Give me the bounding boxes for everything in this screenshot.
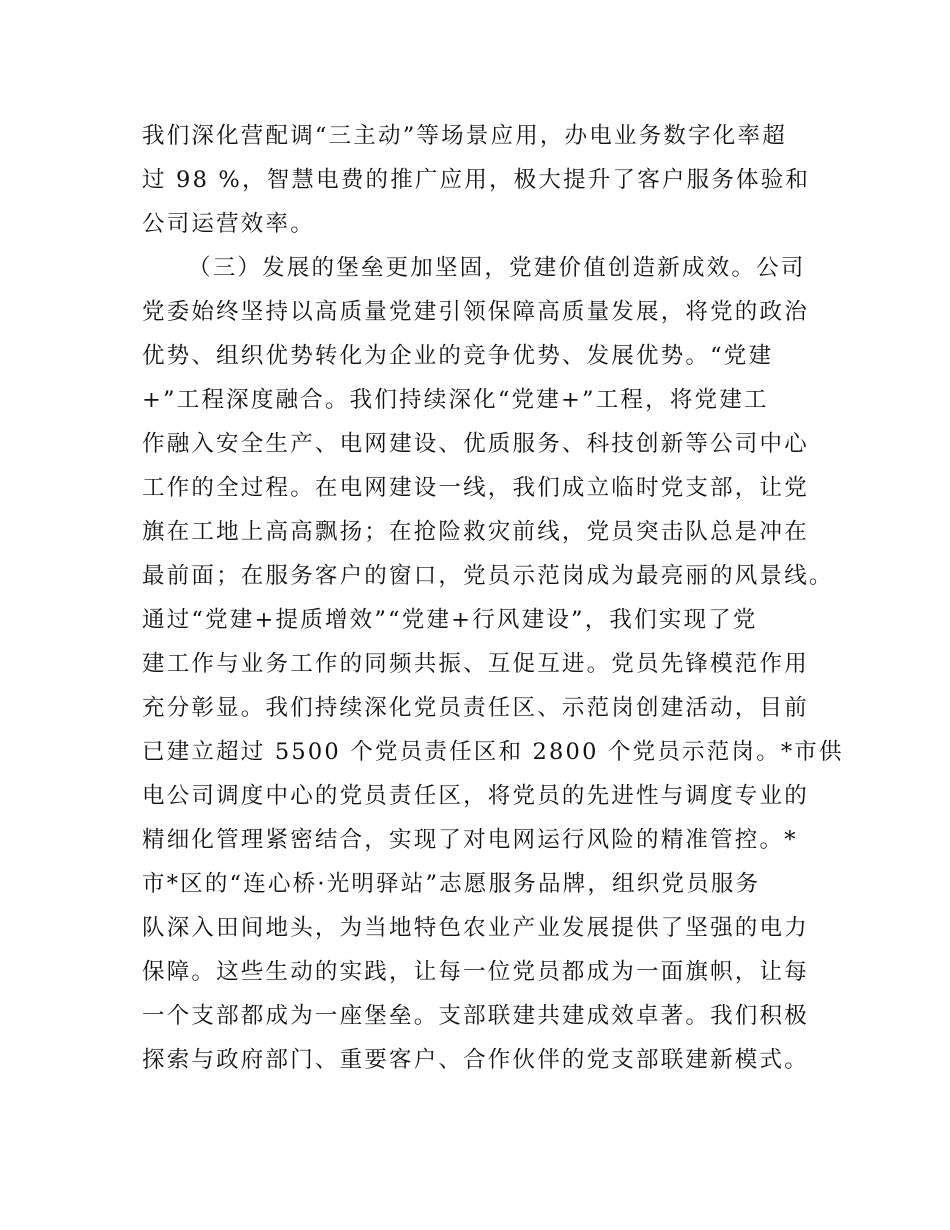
text-line: 一个支部都成为一座堡垒。支部联建共建成效卓著。我们积极 — [142, 1003, 809, 1029]
text-line: 作融入安全生产、电网建设、优质服务、科技创新等公司中心 — [142, 431, 809, 457]
text-line: （三）发展的堡垒更加坚固，党建价值创造新成效。公司 — [188, 255, 806, 281]
text-line: 最前面；在服务客户的窗口，党员示范岗成为最亮丽的风景线。 — [142, 563, 834, 589]
text-line: 建工作与业务工作的同频共振、互促互进。党员先锋模范作用 — [142, 651, 809, 677]
text-line: 电公司调度中心的党员责任区，将党员的先进性与调度专业的 — [142, 783, 809, 809]
text-line: 探索与政府部门、重要客户、合作伙伴的党支部联建新模式。 — [142, 1047, 809, 1073]
text-line: 精细化管理紧密结合，实现了对电网运行风险的精准管控。* — [142, 827, 798, 853]
text-line: +”工程深度融合。我们持续深化“党建+”工程，将党建工 — [142, 387, 769, 413]
text-line: 过 98 %，智慧电费的推广应用，极大提升了客户服务体验和 — [142, 167, 811, 193]
text-line: 已建立超过 5500 个党员责任区和 2800 个党员示范岗。*市供 — [142, 739, 844, 765]
paragraph-2 — [142, 246, 844, 1082]
text-line: 优势、组织优势转化为企业的竞争优势、发展优势。“党建 — [142, 343, 774, 369]
paragraph-1 — [142, 114, 822, 246]
text-line: 通过“党建+提质增效”“党建+行风建设”，我们实现了党 — [142, 607, 758, 633]
text-line: 市*区的“连心桥·光明驿站”志愿服务品牌，组织党员服务 — [142, 871, 761, 897]
text-line: 旗在工地上高高飘扬；在抢险救灾前线，党员突击队总是冲在 — [142, 519, 809, 545]
text-line: 工作的全过程。在电网建设一线，我们成立临时党支部，让党 — [142, 475, 809, 501]
text-line: 充分彰显。我们持续深化党员责任区、示范岗创建活动，目前 — [142, 695, 809, 721]
text-line: 我们深化营配调“三主动”等场景应用，办电业务数字化率超 — [142, 123, 787, 149]
text-line: 公司运营效率。 — [142, 211, 315, 237]
text-line: 保障。这些生动的实践，让每一位党员都成为一面旗帜，让每 — [142, 959, 809, 985]
text-line: 队深入田间地头，为当地特色农业产业发展提供了坚强的电力 — [142, 915, 809, 941]
text-line: 党委始终坚持以高质量党建引领保障高质量发展，将党的政治 — [142, 299, 809, 325]
